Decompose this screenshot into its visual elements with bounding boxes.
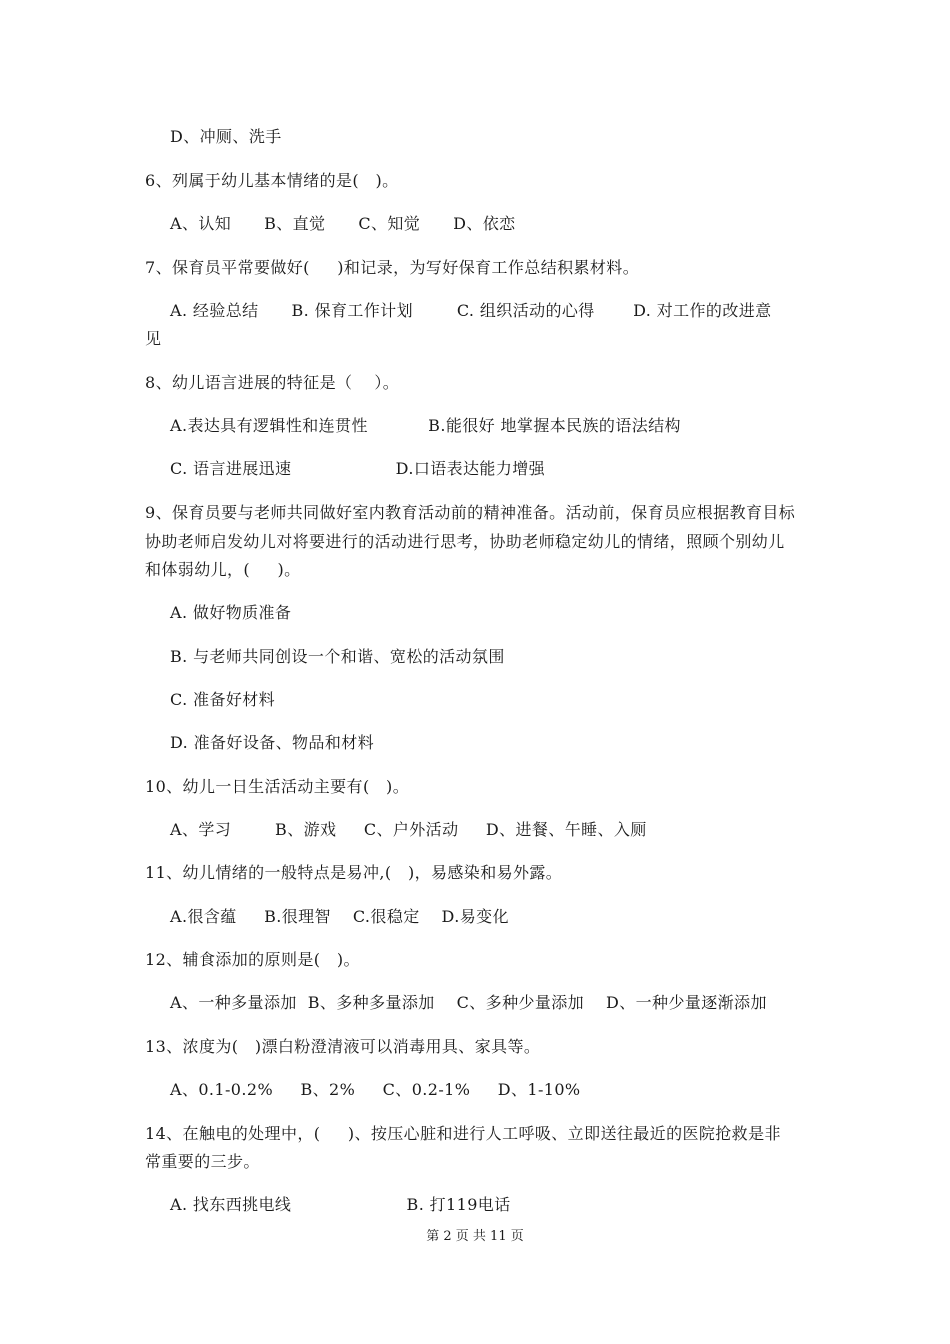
question-14-line-1: 14、在触电的处理中，( )、按压心脏和进行人工呼吸、立即送往最近的医院抢救是非 (145, 1124, 781, 1143)
question-9-line-1: 9、保育员要与老师共同做好室内教育活动前的精神准备。活动前，保育员应根据教育目标 (145, 503, 796, 522)
page-footer: 第 2 页 共 11 页 (426, 1229, 524, 1244)
q8-options-ab: A.表达具有逻辑性和连贯性 B.能很好 地掌握本民族的语法结构 (170, 416, 681, 435)
question-6: 6、列属于幼儿基本情绪的是( )。 (145, 171, 399, 190)
q6-options: A、认知 B、直觉 C、知觉 D、依恋 (170, 214, 516, 233)
question-13: 13、浓度为( )漂白粉澄清液可以消毒用具、家具等。 (145, 1037, 541, 1056)
question-14-line-2: 常重要的三步。 (145, 1152, 260, 1171)
question-8: 8、幼儿语言进展的特征是（ ）。 (145, 373, 400, 392)
q9-option-d: D. 准备好设备、物品和材料 (170, 733, 375, 752)
q8-options-cd: C. 语言进展迅速 D.口语表达能力增强 (170, 459, 546, 478)
q10-options: A、学习 B、游戏 C、户外活动 D、进餐、午睡、入厕 (170, 820, 647, 839)
q5-option-d: D、冲厕、洗手 (170, 127, 282, 146)
question-7: 7、保育员平常要做好( )和记录，为写好保育工作总结积累材料。 (145, 258, 640, 277)
question-10: 10、幼儿一日生活活动主要有( )。 (145, 777, 410, 796)
q7-options: A. 经验总结 B. 保育工作计划 C. 组织活动的心得 D. 对工作的改进意 (170, 301, 772, 320)
q11-options: A.很含蕴 B.很理智 C.很稳定 D.易变化 (170, 907, 509, 926)
question-11: 11、幼儿情绪的一般特点是易冲,( )，易感染和易外露。 (145, 863, 563, 882)
q9-option-b: B. 与老师共同创设一个和谐、宽松的活动氛围 (170, 647, 505, 666)
q13-options: A、0.1-0.2% B、2% C、0.2-1% D、1-10% (170, 1080, 581, 1099)
q12-options: A、一种多量添加 B、多种多量添加 C、多种少量添加 D、一种少量逐渐添加 (170, 993, 767, 1012)
q14-options-ab: A. 找东西挑电线 B. 打119电话 (170, 1195, 511, 1214)
q9-option-a: A. 做好物质准备 (170, 603, 292, 622)
question-9-line-3: 和体弱幼儿，( )。 (145, 560, 301, 579)
q7-options-continued: 见 (145, 329, 162, 348)
question-9-line-2: 协助老师启发幼儿对将要进行的活动进行思考，协助老师稳定幼儿的情绪，照顾个别幼儿 (145, 532, 785, 551)
q9-option-c: C. 准备好材料 (170, 690, 276, 709)
question-12: 12、辅食添加的原则是( )。 (145, 950, 360, 969)
